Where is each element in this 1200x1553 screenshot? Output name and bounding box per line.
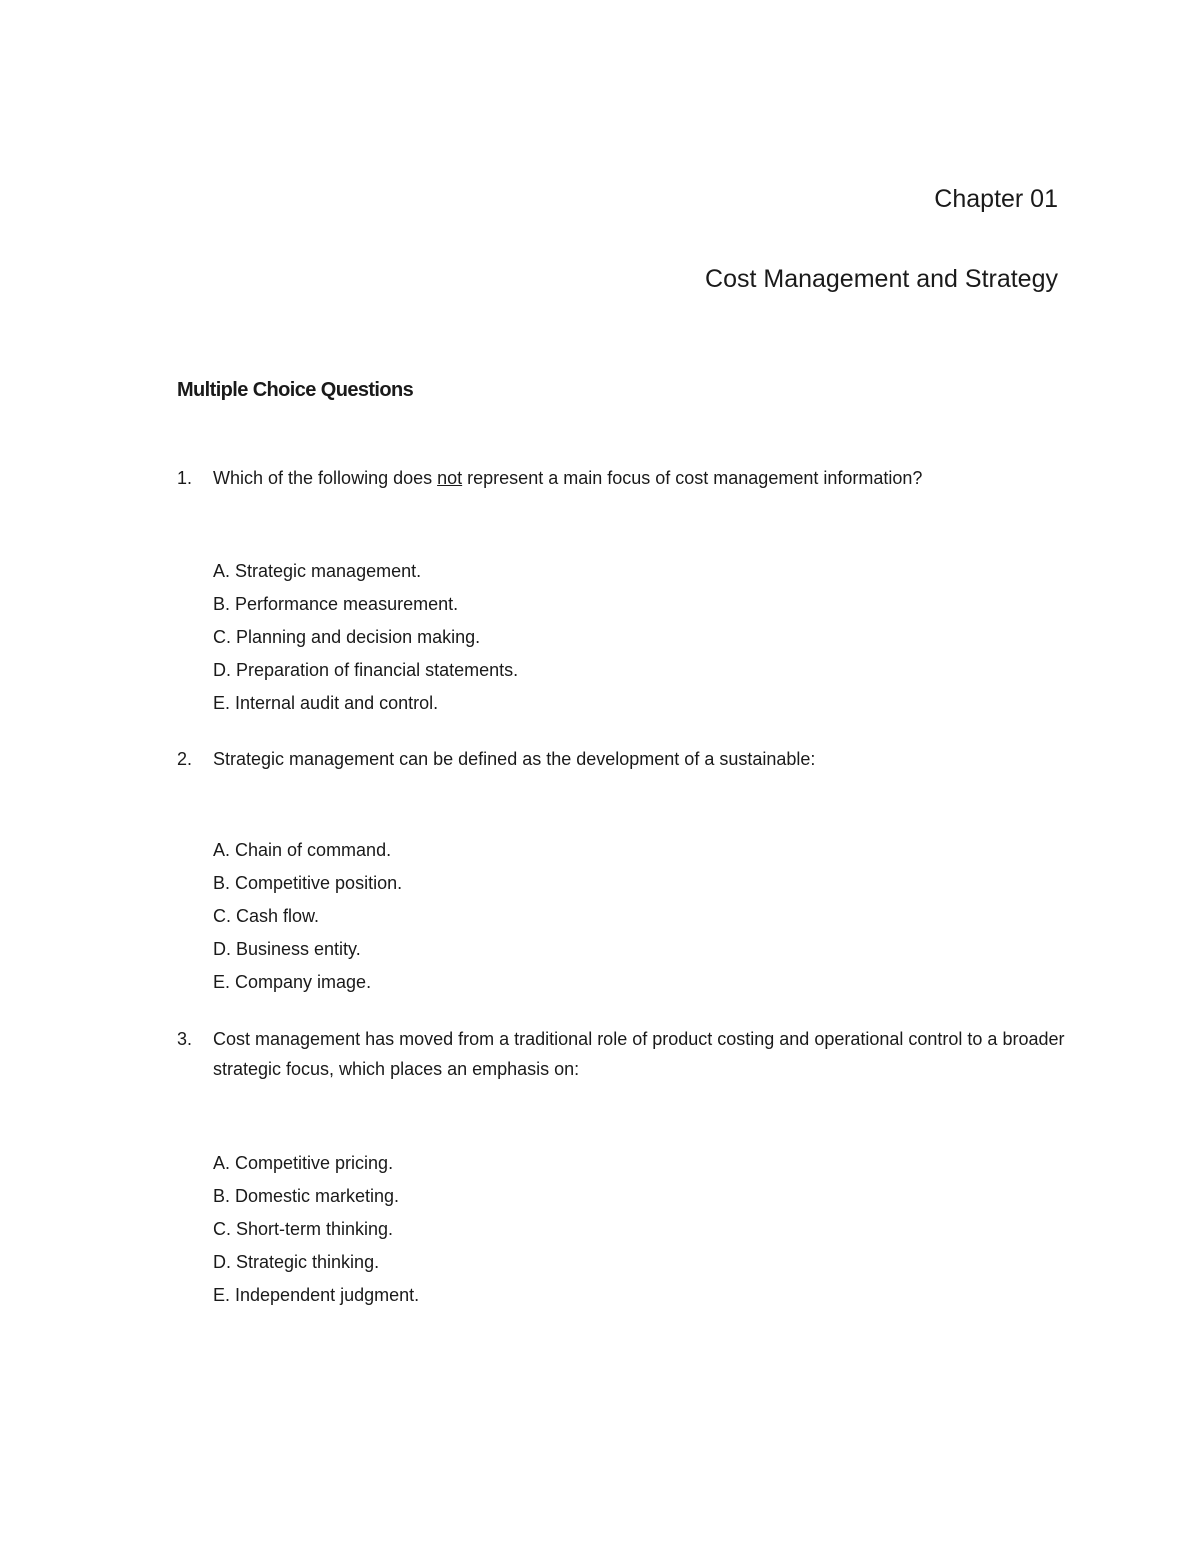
answer-option-d: D. Business entity.: [213, 939, 361, 959]
answer-option-e: E. Independent judgment.: [213, 1285, 420, 1305]
answer-option-e: E. Internal audit and control.: [213, 693, 439, 713]
question-text: Strategic management can be defined as the development of a sustainable:: [213, 749, 816, 769]
question-text: [213, 463, 1067, 493]
answer-option-d: D. Preparation of financial statements.: [213, 660, 519, 680]
chapter-number: Chapter 01: [934, 185, 1058, 213]
answer-option-e: E. Company image.: [213, 972, 372, 992]
answer-options: [213, 1147, 1067, 1312]
question-emphasis: not: [437, 468, 463, 488]
answer-option-c: C. Short-term thinking.: [213, 1219, 394, 1239]
answer-option-b: B. Competitive position.: [213, 873, 403, 893]
answer-option-b: B. Performance measurement.: [213, 594, 459, 614]
answer-options: [213, 555, 1067, 720]
question-number: 3.: [177, 1029, 193, 1049]
chapter-title: Cost Management and Strategy: [705, 265, 1058, 293]
answer-option-a: A. Strategic management.: [213, 561, 422, 581]
question-number: 1.: [177, 468, 193, 488]
answer-option-b: B. Domestic marketing.: [213, 1186, 400, 1206]
section-heading: Multiple Choice Questions: [177, 379, 414, 401]
answer-option-c: C. Planning and decision making.: [213, 627, 481, 647]
question-number: 2.: [177, 749, 193, 769]
answer-option-d: D. Strategic thinking.: [213, 1252, 380, 1272]
answer-option-c: C. Cash flow.: [213, 906, 320, 926]
answer-options: [213, 834, 1067, 999]
answer-option-a: A. Competitive pricing.: [213, 1153, 394, 1173]
question-1: [177, 463, 1067, 720]
question-stem: [177, 463, 1067, 493]
question-stem: [177, 1024, 1067, 1084]
question-2: [177, 744, 1067, 999]
question-text-part: Which of the following does: [213, 468, 438, 488]
question-text: Cost management has moved from a traditional role of product costing and operational control to a broader strategic focus, which places an emphasis on:: [213, 1029, 1065, 1079]
answer-option-a: A. Chain of command.: [213, 840, 392, 860]
question-text-part: represent a main focus of cost management information?: [462, 468, 923, 488]
question-3: [177, 1024, 1067, 1312]
question-stem: [177, 744, 1067, 774]
